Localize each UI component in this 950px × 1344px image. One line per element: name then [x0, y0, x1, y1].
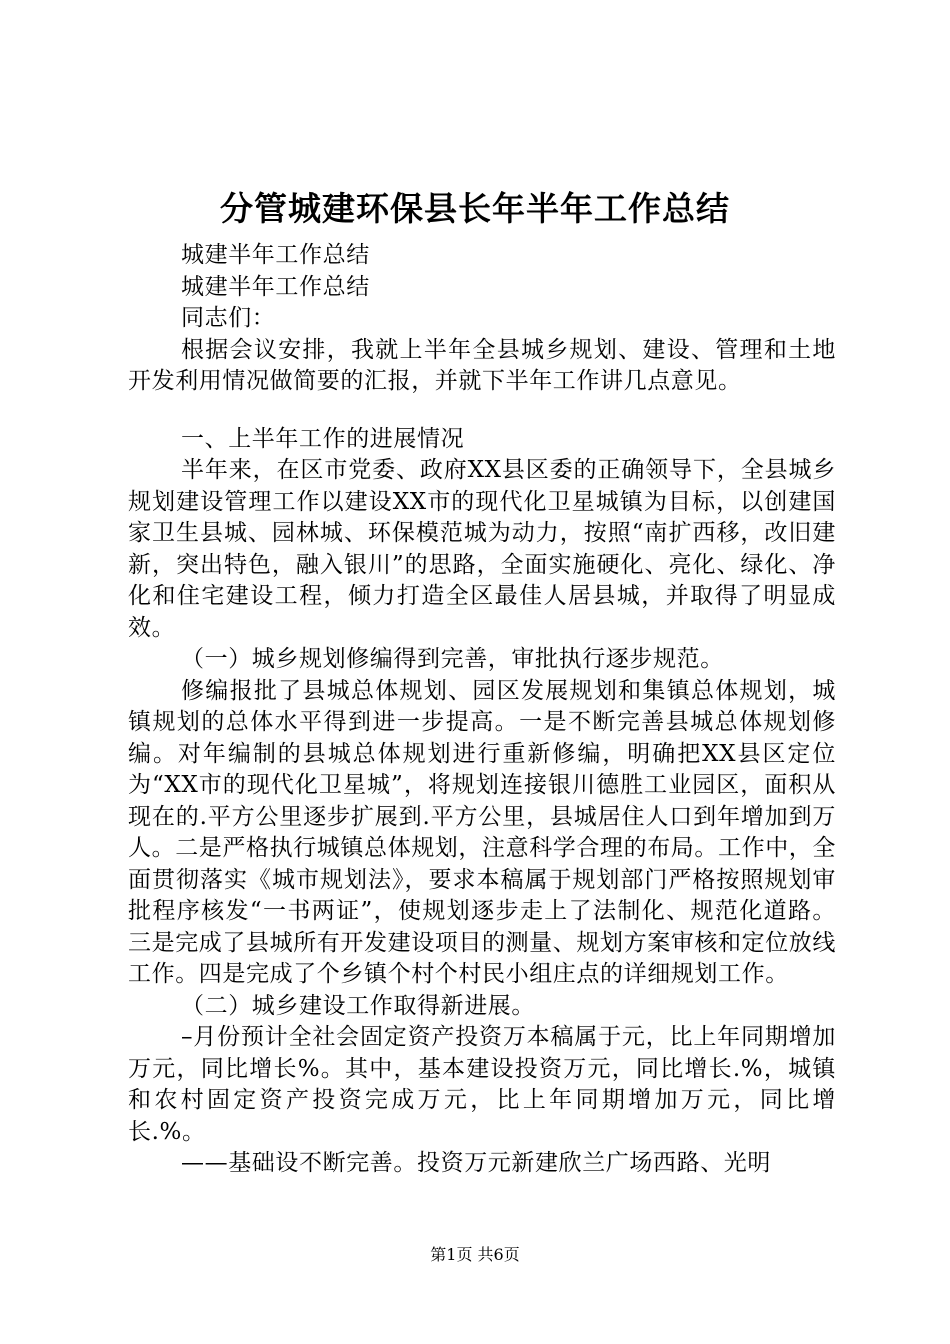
document-title: 分管城建环保县长年半年工作总结 [220, 189, 730, 228]
paragraph: ——基础设不断完善。投资万元新建欣兰广场西路、光明 [181, 1150, 771, 1176]
paragraph: 半年来，在区市党委、政府XX县区委的正确领导下，全县城乡规划建设管理工作以建设XX市的现代化卫星城镇为目标，以创建国家卫生县城、园林城、环保模范城为动力，按照“南扩西移，改旧建新，突出特色，融入银川”的思路，全面实施硬化、亮化、绿化、净化和住宅建设工程，倾力打造全区最佳人居县城，并取得了明显成效。 [128, 457, 836, 641]
paragraph: 修编报批了县城总体规划、园区发展规划和集镇总体规划，城镇规划的总体水平得到进一步提高。一是不断完善县城总体规划修编。对年编制的县城总体规划进行重新修编，明确把XX县区定位为“XX市的现代化卫星城”，将规划连接银川德胜工业园区，面积从现在的.平方公里逐步扩展到.平方公里，县城居住人口到年增加到万人。二是严格执行城镇总体规划，注意科学合理的布局。工作中，全面贯彻落实《城市规划法》，要求本稿属于规划部门严格按照规划审批程序核发“一书两证”，使规划逐步走上了法制化、规范化道路。三是完成了县城所有开发建设项目的测量、规划方案审核和定位放线工作。四是完成了个乡镇个村个村民小组庄点的详细规划工作。 [128, 677, 836, 987]
page-indicator: 第1页 共6页 [430, 1245, 520, 1264]
paragraph-salutation: 同志们： [181, 305, 276, 331]
page-footer [0, 1244, 950, 1266]
document-body [128, 240, 836, 1180]
paragraph: 根据会议安排，我就上半年全县城乡规划、建设、管理和土地开发利用情况做简要的汇报，并就下半年工作讲几点意见。 [128, 336, 836, 394]
subsection-heading: （一）城乡规划修编得到完善，审批执行逐步规范。 [181, 646, 724, 672]
paragraph: –月份预计全社会固定资产投资万本稿属于元，比上年同期增加万元，同比增长%。其中，基本建设投资万元，同比增长.%，城镇和农村固定资产投资完成万元，比上年同期增加万元，同比增长.%。 [128, 1024, 836, 1145]
paragraph-subtitle: 城建半年工作总结 [181, 242, 370, 268]
section-heading: 一、上半年工作的进展情况 [181, 425, 465, 452]
paragraph-subtitle: 城建半年工作总结 [181, 273, 370, 300]
subsection-heading: （二）城乡建设工作取得新进展。 [181, 992, 535, 1019]
